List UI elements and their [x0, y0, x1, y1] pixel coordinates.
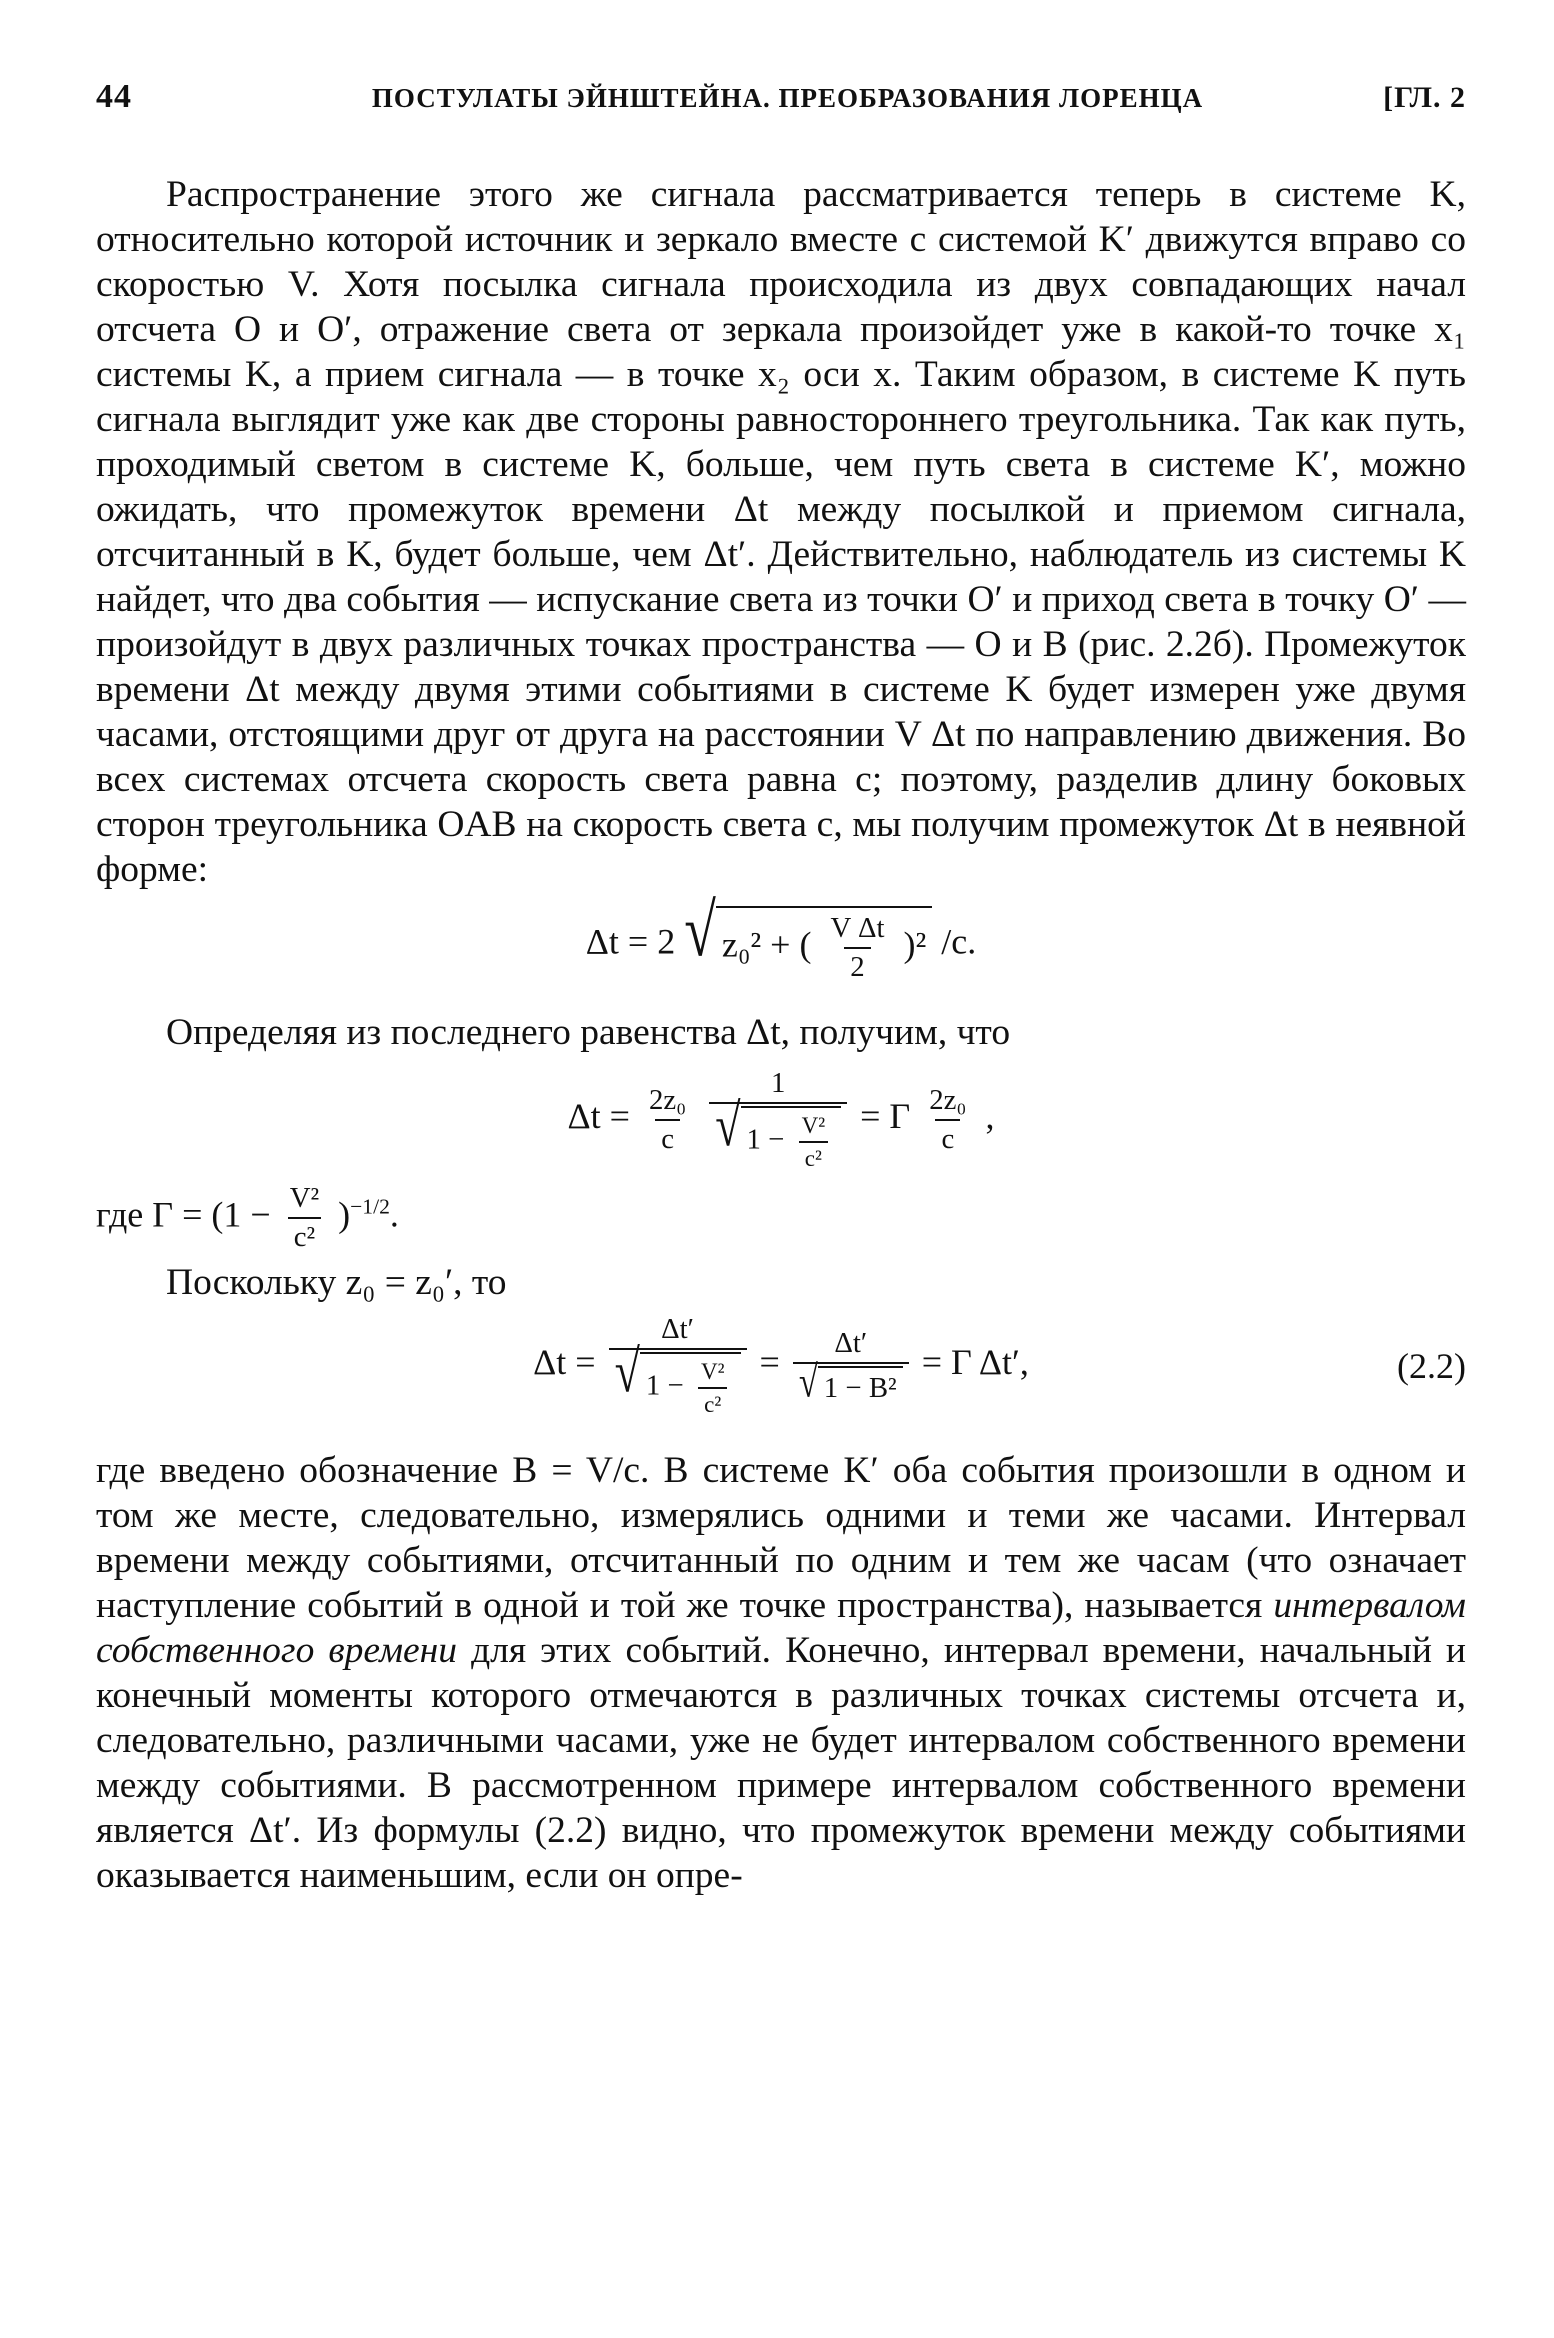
sqrt-sign: √ 1 − $\frac{\text{V²}}{\text{c²}}$: [615, 1352, 741, 1418]
sqrt-sign: √ 1 − $\frac{\text{V²}}{\text{c²}}$: [715, 1106, 841, 1172]
eq2-inner-pre: 1 −: [746, 1123, 785, 1156]
book-page: [96, 78, 1466, 1898]
eq3-inner-num: V²: [700, 1358, 725, 1384]
eq2-f3-num: 2z₀: [929, 1083, 967, 1116]
eq2-lhs: Δt =: [567, 1095, 630, 1136]
equation-1: [96, 890, 1466, 984]
eq1-den: 2: [844, 947, 870, 984]
gamma-end: .: [389, 1194, 399, 1235]
eq3-inner-frac: [695, 1358, 731, 1418]
equation-2-2: [96, 1313, 1466, 1418]
eq3-lhs: Δt =: [533, 1341, 596, 1382]
gamma-num: V²: [289, 1182, 320, 1214]
eq3-frac2: [793, 1327, 909, 1405]
eq2-f1-den: c: [655, 1119, 680, 1156]
eq2-f1-num: 2z₀: [648, 1083, 687, 1116]
eq1-fraction: [824, 912, 890, 984]
eq2-frac2: [709, 1067, 847, 1172]
eq3-frac1: [609, 1313, 747, 1418]
eq3-tail: = Γ Δt′,: [921, 1341, 1029, 1382]
gamma-exponent: −1/2: [350, 1194, 390, 1219]
eq3-f2-den-text: 1 − B²: [818, 1366, 903, 1405]
eq2-frac3: [923, 1084, 972, 1156]
eq3-f2-num: Δt′: [834, 1326, 868, 1359]
gamma-fraction: [284, 1182, 325, 1254]
eq2-inner-num: V²: [801, 1112, 826, 1138]
page-number: 44: [96, 78, 132, 115]
eq1-lhs: Δt = 2: [585, 921, 676, 962]
gamma-den: c²: [288, 1217, 321, 1254]
eq2-inner-den: c²: [799, 1141, 828, 1172]
running-title: ПОСТУЛАТЫ ЭЙНШТЕЙНА. ПРЕОБРАЗОВАНИЯ ЛОРЕНЦА: [371, 83, 1204, 113]
paragraph-3: [96, 1448, 1466, 1898]
eq3-f1-num: Δt′: [661, 1313, 694, 1345]
eq3-inner-den: c²: [698, 1387, 727, 1418]
eq2-frac1: [643, 1084, 692, 1156]
eq3-inner-pre: 1 −: [645, 1369, 684, 1402]
eq2-f3-den: c: [935, 1119, 960, 1156]
since-line: Поскольку z₀ = z₀′, то: [166, 1262, 507, 1303]
gamma-suffix: ): [338, 1194, 351, 1235]
eq1-tail: /c.: [941, 921, 977, 962]
paragraph-2: Определяя из последнего равенства Δt, получим, что: [166, 1012, 1011, 1053]
running-header: [96, 78, 1466, 116]
sqrt-sign: √ z₀² + ( $\frac{\text{V Δt}}{2}$ )²: [684, 906, 932, 984]
eq3-f1-den: [609, 1338, 747, 1418]
eq2-tail: ,: [985, 1095, 995, 1136]
paragraph-3-start: где введено обозначение B = V/c. В системе K′ оба события произошли в одном и том же месте, следовательно, измерялись одними и теми же часами. Интервал времени между событиями, отсчитанный по одним и тем же часам (что означает наступление событий в одной и той же точке пространства), называется: [96, 1450, 1466, 1626]
equation-2: [96, 1067, 1466, 1172]
gamma-prefix: где Γ = (1 −: [96, 1194, 271, 1235]
chapter-label: [ГЛ. 2: [1383, 81, 1466, 114]
eq2-f2-den: [709, 1092, 847, 1172]
sqrt-sign: √ 1 − B²: [799, 1366, 903, 1405]
paragraph-3-rest: для этих событий. Конечно, интервал времени, начальный и конечный моменты которого отмечаются в различных точках системы отсчета и, следовательно, различными часами, уже не будет интервалом собственного времени между событиями. В рассмотренном примере интервалом собственного времени является Δt′. Из формулы (2.2) видно, что промежуток времени между событиями оказывается наименьшим, если он опре-: [96, 1630, 1466, 1896]
eq1-term2: )²: [903, 924, 927, 965]
paragraph-1: Распространение этого же сигнала рассматривается теперь в системе K, относительно которой источник и зеркало вместе с системой K′ движутся вправо со скоростью V. Хотя посылка сигнала происходила из двух совпадающих начал отсчета O и O′, отражение света от зеркала произойдет уже в какой-то точке x₁ системы K, а прием сигнала — в точке x₂ оси x. Таким образом, в системе K путь сигнала выглядит уже как две стороны равностороннего треугольника. Так как путь, проходимый светом в системе K, больше, чем путь света в системе K′, можно ожидать, что промежуток времени Δt между посылкой и приемом сигнала, отсчитанный в K, будет больше, чем Δt′. Действительно, наблюдатель из системы K найдет, что два события — испускание света из точки O′ и приход света в точку O′ — произойдут в двух различных точках пространства — O и B (рис. 2.2б). Промежуток времени Δt между двумя этими событиями в системе K будет измерен уже двумя часами, отстоящими друг от друга на расстоянии V Δt по направлению движения. Во всех системах отсчета скорость света равна c; поэтому, разделив длину боковых сторон треугольника OAB на скорость света c, мы получим промежуток Δt в неявной форме:: [96, 174, 1466, 890]
eq2-mid: = Γ: [860, 1095, 911, 1136]
equation-number: (2.2): [1397, 1345, 1466, 1386]
eq3-f2-den: [793, 1357, 909, 1407]
paragraph-3-italic-term: интервалом собственного времени: [96, 1585, 1466, 1671]
eq2-inner-frac: [796, 1112, 832, 1172]
eq1-num: V Δt: [830, 912, 885, 944]
eq3-equals: =: [759, 1341, 780, 1382]
eq2-f2-num: 1: [770, 1067, 786, 1099]
eq1-term1: z₀² + (: [721, 924, 812, 965]
gamma-definition: [96, 1182, 1466, 1254]
